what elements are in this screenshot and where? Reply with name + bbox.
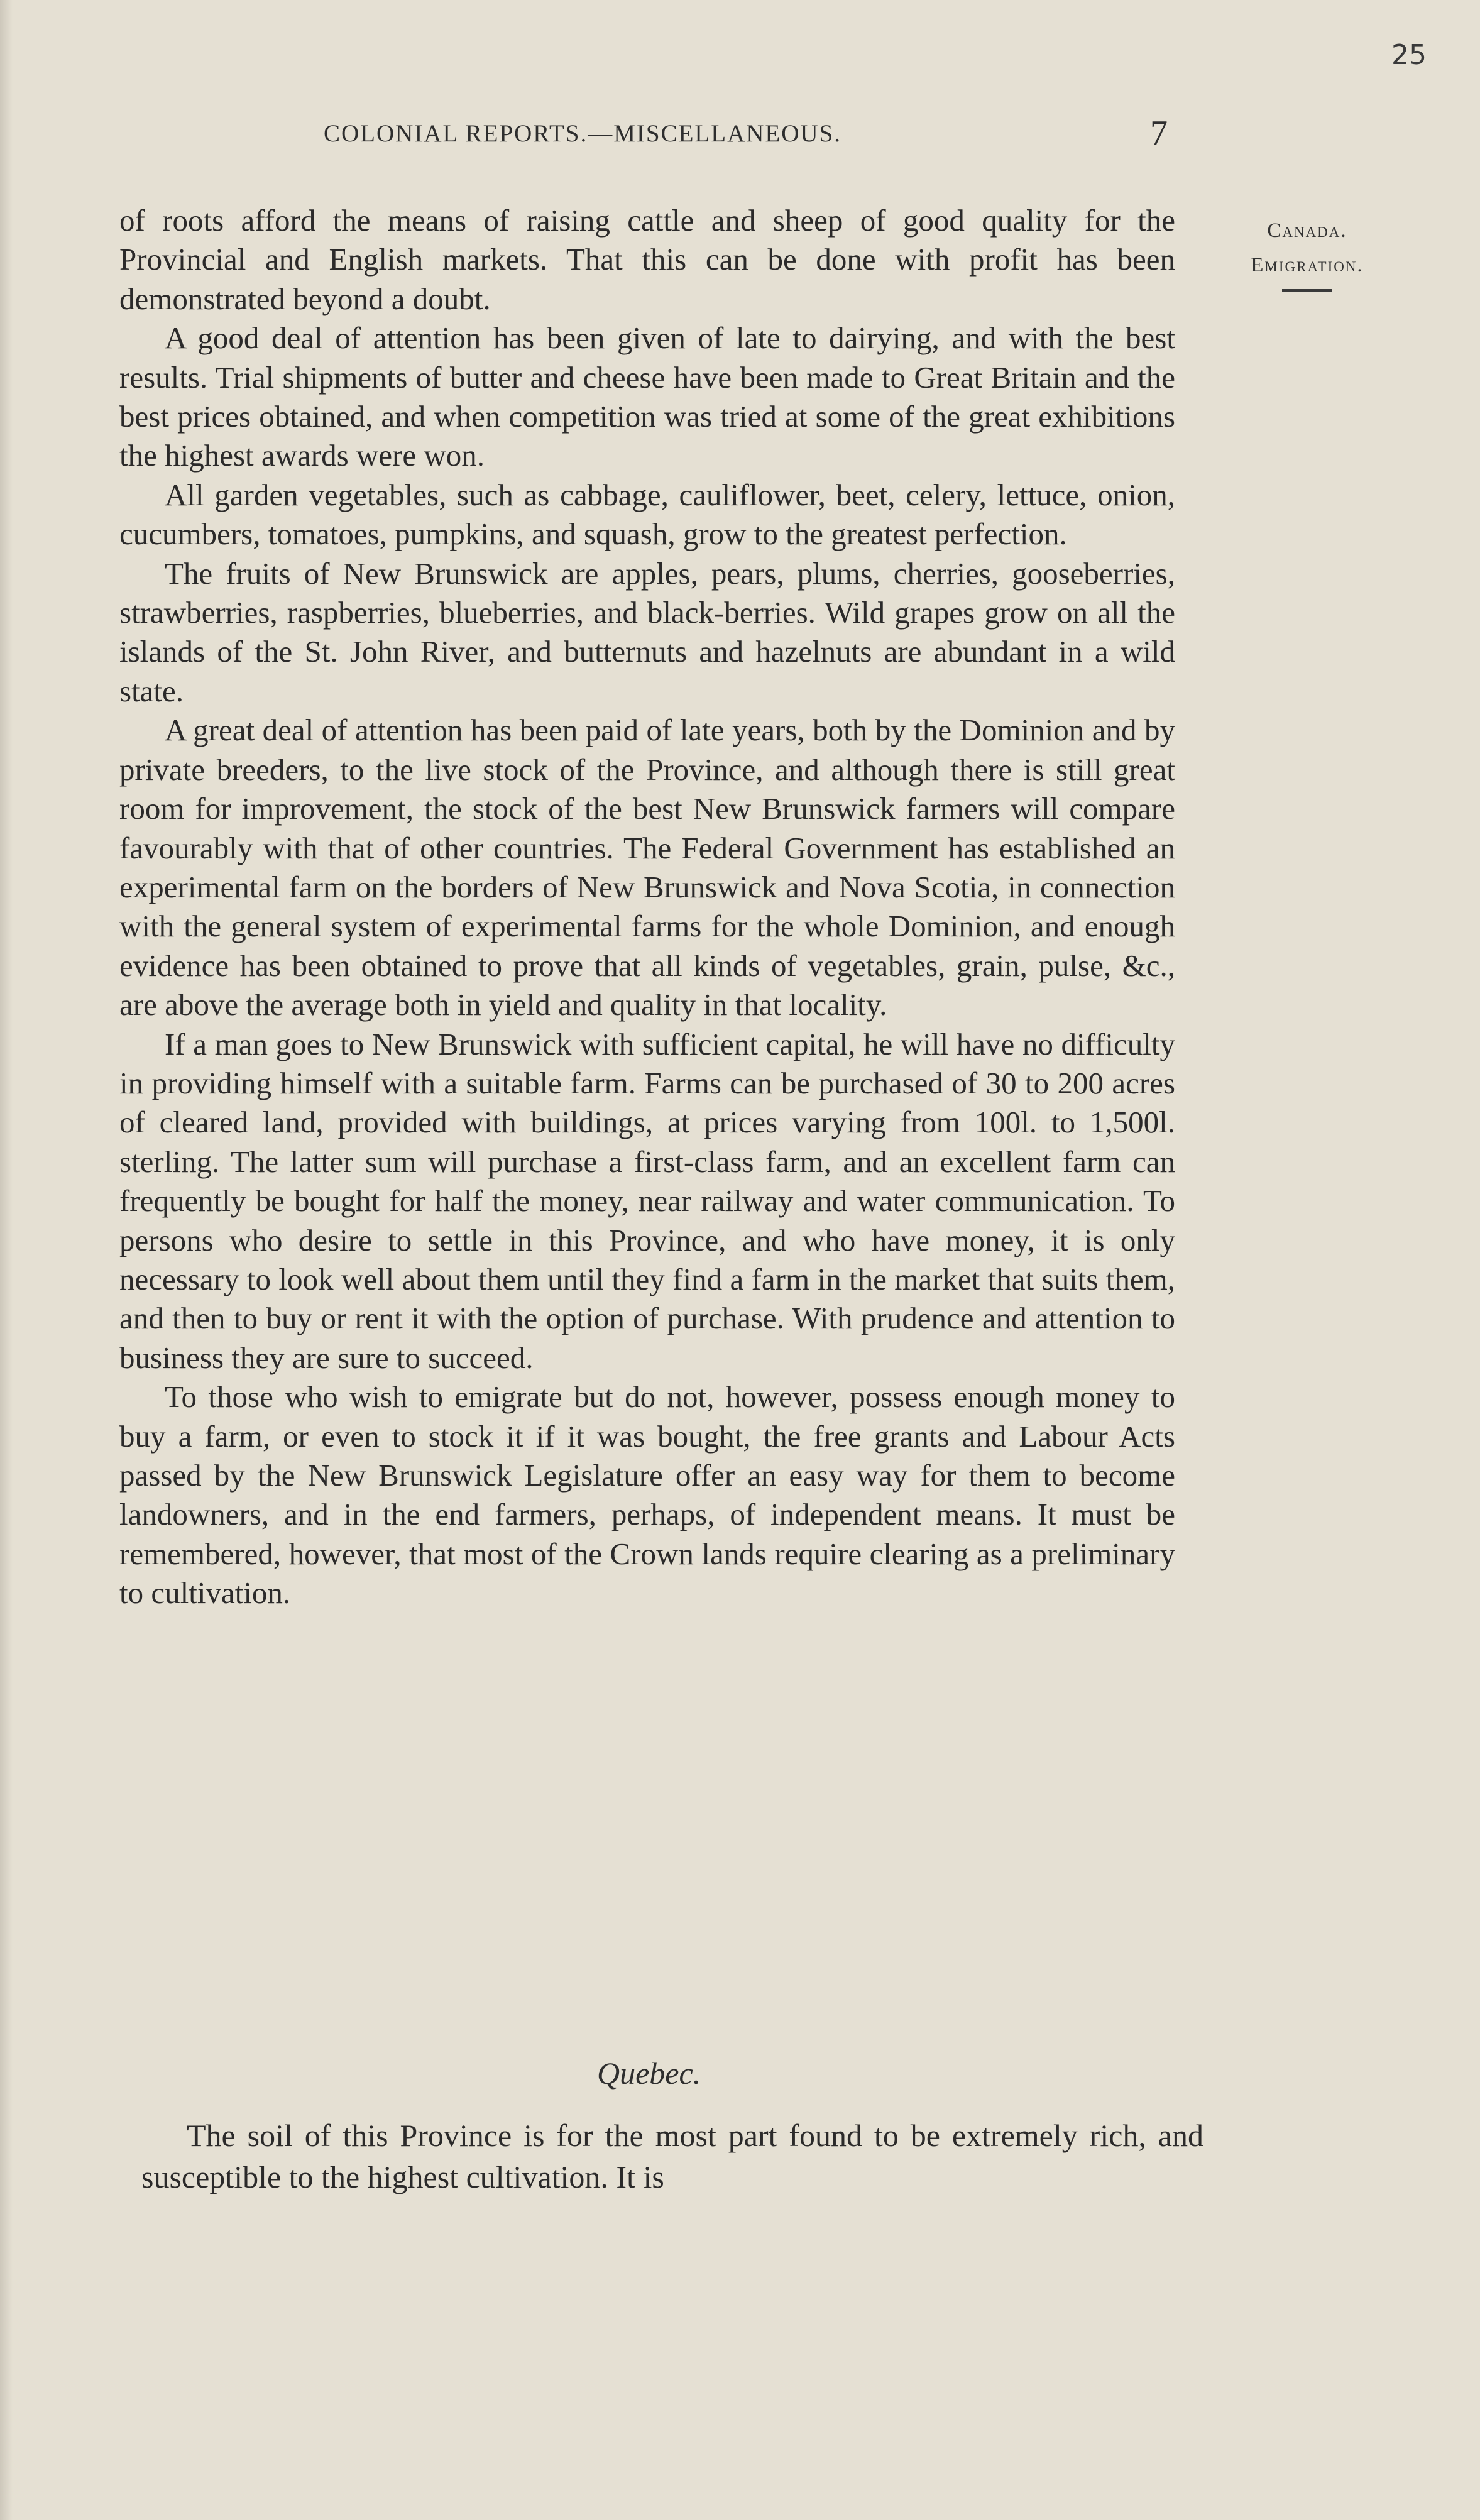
paragraph-vegetables: All garden vegetables, such as cabbage, cauliflower, beet, celery, lettuce, onion, cucumbers, tomatoes, pumpkins, and squash, grow to the greatest perfection. (119, 477, 1175, 552)
page-edge (0, 0, 13, 2520)
section-body (141, 2115, 1203, 2198)
margin-note-rule (1282, 289, 1332, 292)
body-text (119, 201, 1175, 1613)
margin-note-line2: Emigration. (1251, 254, 1364, 277)
paragraph-free-grants: To those who wish to emigrate but do not, however, possess enough money to buy a farm, or even to stock it if it was bought, the free grants and Labour Acts passed by the New Brunswick Legislature offer an easy way for them to become landowners, and in the end farmers, perhaps, of independent means. It must be remembered, however, that most of the Crown lands require clearing as a preliminary to cultivation. (119, 1379, 1175, 1611)
paragraph-quebec-soil: The soil of this Province is for the most part found to be extremely rich, and susceptible to the highest cultivation. It is (141, 2118, 1203, 2194)
page-number: 7 (1150, 114, 1168, 153)
section-title: Quebec. (597, 2056, 701, 2091)
paragraph-live-stock: A great deal of attention has been paid of late years, both by the Dominion and by private breeders, to the live stock of the Province, and although there is still great room for improvement, the stock of the best New Brunswick farmers will compare favourably with that of other countries. The Federal Government has established an experimental farm on the borders of New Brunswick and Nova Scotia, in connection with the general system of experimental farms for the whole Dominion, and enough evidence has been obtained to prove that all kinds of vegetables, grain, pulse, &c., are above the average both in yield and quality in that locality. (119, 713, 1175, 1022)
page-stamp-number: 25 (1391, 39, 1427, 71)
paragraph-continuation: of roots afford the means of raising cattle and sheep of good quality for the Provincial and English markets. That this can be done with profit has been demonstrated beyond a doubt. (119, 203, 1175, 316)
margin-note (1197, 214, 1417, 292)
running-title: COLONIAL REPORTS.—MISCELLANEOUS. (324, 120, 841, 147)
margin-note-line1: Canada. (1267, 219, 1347, 242)
paragraph-dairying: A good deal of attention has been given of late to dairying, and with the best results. Trial shipments of butter and cheese have been made to Great Britain and the best prices obtained, and when competition was tried at some of the great exhibitions the highest awards were won. (119, 320, 1175, 473)
paragraph-capital: If a man goes to New Brunswick with sufficient capital, he will have no difficulty in providing himself with a suitable farm. Farms can be purchased of 30 to 200 acres of cleared land, provided with buildings, at prices varying from 100l. to 1,500l. sterling. The latter sum will purchase a first-class farm, and an excellent farm can frequently be bought for half the money, near railway and water communication. To persons who desire to settle in this Province, and who have money, it is only necessary to look well about them until they find a farm in the market that suits them, and then to buy or rent it with the option of purchase. With prudence and attention to business they are sure to succeed. (119, 1026, 1175, 1375)
paragraph-fruits: The fruits of New Brunswick are apples, pears, plums, cherries, gooseberries, strawberries, raspberries, blueberries, and black-berries. Wild grapes grow on all the islands of the St. John River, and butternuts and hazelnuts are abundant in a wild state. (119, 556, 1175, 708)
